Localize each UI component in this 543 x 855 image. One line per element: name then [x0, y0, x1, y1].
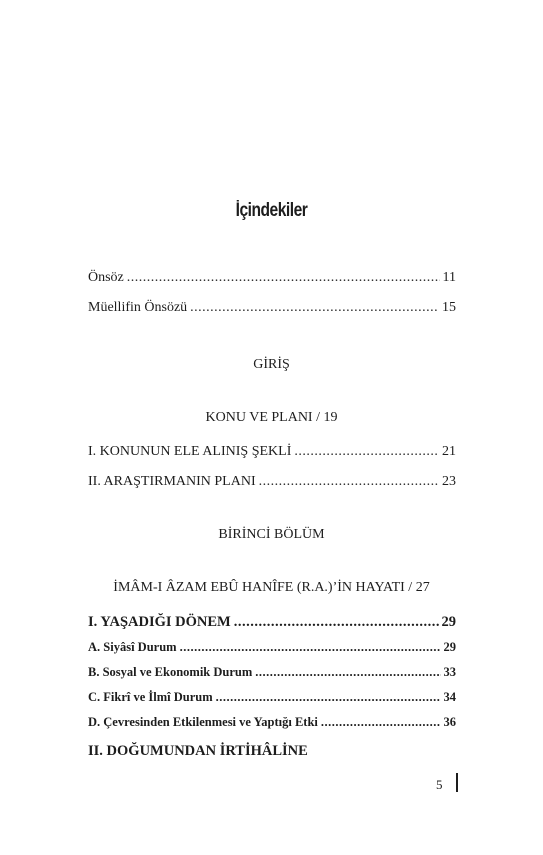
- toc-entry-onsoz: [88, 270, 456, 286]
- toc-entry-konunun-ele: [88, 444, 456, 460]
- dot-leader: [190, 300, 439, 316]
- toc-entry-dogumundan: [88, 743, 456, 760]
- toc-entry-yasadigi-donem: [88, 614, 456, 631]
- section-heading-konu: KONU VE PLANI / 19: [205, 410, 338, 425]
- section-heading-giris: GİRİŞ: [253, 357, 290, 372]
- toc-entry-page: 29: [441, 614, 456, 630]
- toc-entry-label: A. Siyâsî Durum: [88, 640, 177, 654]
- toc-entry-label: I. KONUNUN ELE ALINIŞ ŞEKLİ: [88, 444, 292, 459]
- toc-entry-page: 33: [443, 665, 456, 679]
- toc-entry-label: B. Sosyal ve Ekonomik Durum: [88, 665, 253, 679]
- toc-entry-label: Müellifin Önsözü: [88, 300, 188, 315]
- toc-entry-muellifin-onsozu: [88, 300, 456, 316]
- dot-leader: [255, 665, 440, 680]
- toc-entry-label: D. Çevresinden Etkilenmesi ve Yaptığı Etki: [88, 715, 318, 729]
- toc-entry-page: 36: [443, 715, 456, 729]
- toc-entry-fikri-ilmi: [88, 690, 456, 705]
- dot-leader: [321, 715, 441, 730]
- toc-entry-siyasi-durum: [88, 640, 456, 655]
- toc-entry-page: 29: [443, 640, 456, 654]
- toc-entry-page: 15: [442, 300, 456, 315]
- section-heading-birinci-bolum: BİRİNCİ BÖLÜM: [218, 527, 325, 542]
- toc-entry-label: II. ARAŞTIRMANIN PLANI: [88, 474, 256, 489]
- dot-leader: [216, 690, 441, 705]
- page-title: İçindekiler: [235, 200, 308, 221]
- toc-entry-label: Önsöz: [88, 270, 124, 285]
- section-heading-hayati: İMÂM-I ÂZAM EBÛ HANÎFE (R.A.)’İN HAYATI / 27: [113, 580, 430, 595]
- page-number: 5: [436, 777, 443, 792]
- toc-entry-sosyal-ekonomik: [88, 665, 456, 680]
- toc-entry-label: II. DOĞUMUNDAN İRTİHÂLİNE: [88, 743, 308, 759]
- toc-entry-page: 11: [442, 270, 456, 285]
- dot-leader: [127, 270, 440, 286]
- toc-entry-cevresinden: [88, 715, 456, 730]
- toc-entry-label: I. YAŞADIĞI DÖNEM: [88, 614, 231, 630]
- toc-entry-page: 23: [442, 474, 456, 489]
- dot-leader: [259, 474, 439, 490]
- page-number-rule: [456, 773, 458, 792]
- toc-entry-label: C. Fikrî ve İlmî Durum: [88, 690, 213, 704]
- toc-entry-page: 34: [443, 690, 456, 704]
- dot-leader: [180, 640, 441, 655]
- toc-entry-page: 21: [442, 444, 456, 459]
- dot-leader: [234, 614, 439, 631]
- dot-leader: [294, 444, 439, 460]
- toc-entry-arastirmanin-plani: [88, 474, 456, 490]
